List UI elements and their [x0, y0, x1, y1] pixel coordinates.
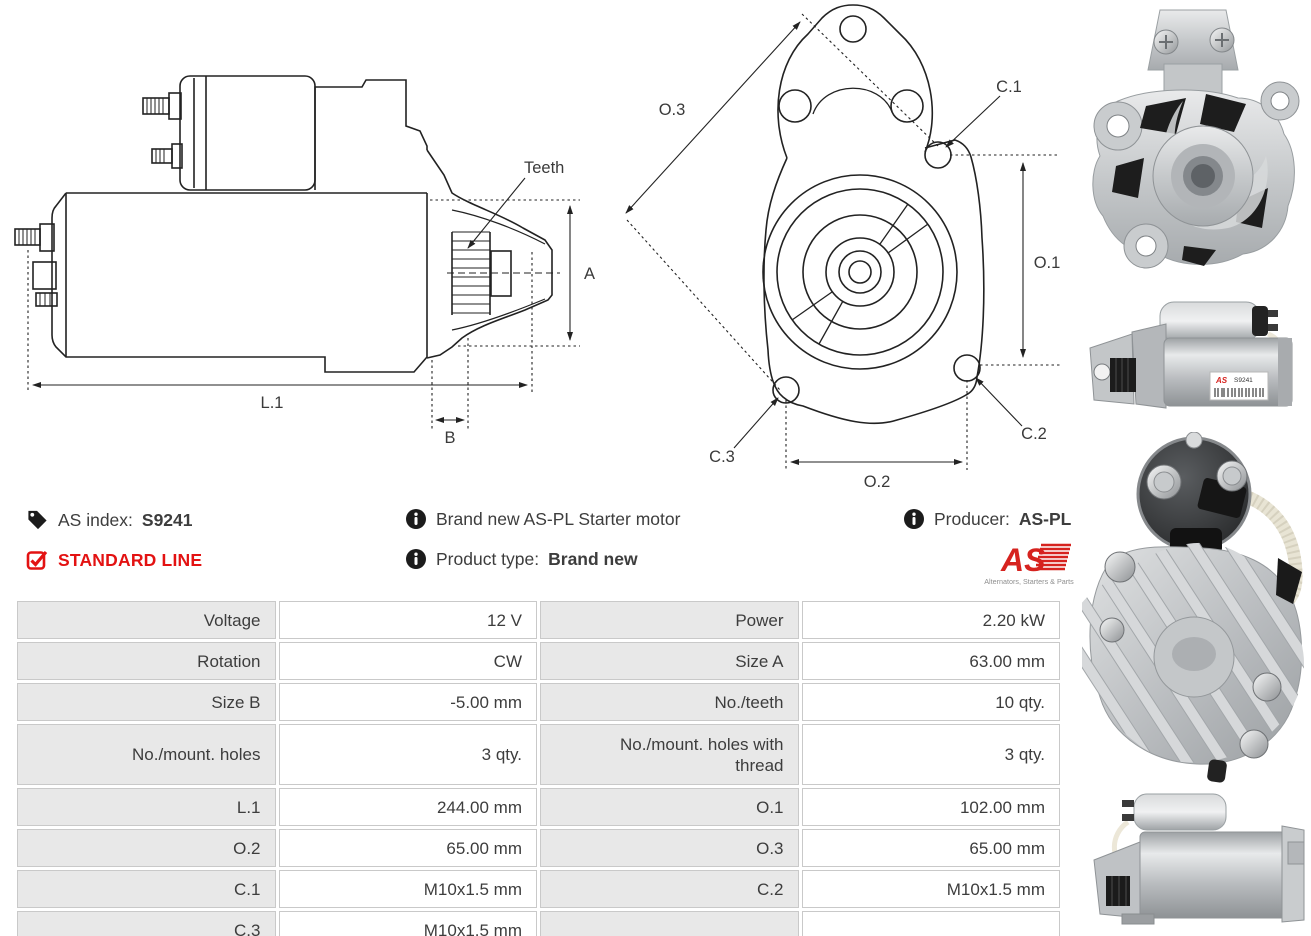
spec-value: 65.00 mm — [279, 829, 538, 867]
label-barcode — [1215, 388, 1263, 397]
photo-front-view — [1088, 6, 1300, 296]
as-index-value: S9241 — [141, 509, 193, 530]
as-logo — [983, 540, 1075, 588]
standard-line-row — [25, 548, 202, 572]
spec-label: O.1 — [540, 788, 799, 826]
spec-label-empty — [540, 911, 799, 936]
label-part-number: S9241 — [1234, 377, 1253, 384]
spec-label: C.1 — [17, 870, 276, 908]
dim-label-teeth: Teeth — [524, 159, 565, 177]
spec-label: Voltage — [17, 601, 276, 639]
dim-label-o1: O.1 — [1033, 254, 1061, 272]
spec-label: C.2 — [540, 870, 799, 908]
photo-side-view-2 — [1082, 790, 1310, 932]
as-index-row — [25, 508, 193, 532]
label-as-logo-text: AS — [1216, 376, 1228, 385]
as-index-label: AS index: — [58, 509, 133, 530]
spec-label: O.3 — [540, 829, 799, 867]
spec-value: 102.00 mm — [802, 788, 1061, 826]
side-dimension-lines — [28, 178, 580, 430]
brand-new-row — [405, 508, 680, 530]
product-type-label: Product type: — [436, 548, 540, 569]
spec-table — [14, 598, 1063, 936]
spec-label: No./teeth — [540, 683, 799, 721]
spec-row-sizeb-teeth — [17, 683, 1060, 721]
dim-label-a: A — [584, 265, 596, 283]
spec-row-voltage-power — [17, 601, 1060, 639]
spec-row-c3-empty — [17, 911, 1060, 936]
spec-label: L.1 — [17, 788, 276, 826]
tag-icon — [25, 508, 49, 532]
dim-label-c2: C.2 — [1021, 425, 1047, 443]
spec-value: M10x1.5 mm — [279, 911, 538, 936]
starter-side-outline — [15, 76, 560, 372]
spec-label: Size A — [540, 642, 799, 680]
spec-value: CW — [279, 642, 538, 680]
photo-rear-view — [1082, 432, 1310, 784]
dim-label-l1: L.1 — [260, 394, 284, 412]
as-logo-tagline: Alternators, Starters & Parts — [984, 577, 1074, 586]
front-view-diagram — [610, 0, 1075, 495]
spec-value: 244.00 mm — [279, 788, 538, 826]
producer-label: Producer: — [934, 508, 1010, 529]
producer-value: AS-PL — [1018, 508, 1072, 529]
product-type-row — [405, 548, 638, 570]
spec-value: 12 V — [279, 601, 538, 639]
dim-label-o3: O.3 — [658, 101, 686, 119]
producer-row — [903, 508, 1071, 530]
spec-value: 3 qty. — [279, 724, 538, 785]
spec-row-l1-o1 — [17, 788, 1060, 826]
spec-label: O.2 — [17, 829, 276, 867]
product-type-value: Brand new — [548, 548, 638, 569]
spec-row-rotation-sizea — [17, 642, 1060, 680]
spec-row-mount-holes — [17, 724, 1060, 785]
starter-front-outline — [763, 5, 984, 423]
spec-row-o2-o3 — [17, 829, 1060, 867]
spec-value: -5.00 mm — [279, 683, 538, 721]
standard-line-badge: STANDARD LINE — [58, 549, 203, 570]
spec-value: 10 qty. — [802, 683, 1061, 721]
spec-value: M10x1.5 mm — [802, 870, 1061, 908]
brand-new-text: Brand new AS-PL Starter motor — [436, 508, 681, 529]
spec-value: M10x1.5 mm — [279, 870, 538, 908]
spec-value: 65.00 mm — [802, 829, 1061, 867]
spec-label: Rotation — [17, 642, 276, 680]
spec-label — [540, 724, 799, 785]
info-icon — [903, 508, 925, 530]
info-icon — [405, 508, 427, 530]
info-icon — [405, 548, 427, 570]
spec-row-c1-c2 — [17, 870, 1060, 908]
spec-value: 63.00 mm — [802, 642, 1061, 680]
product-label — [1210, 372, 1268, 400]
spec-value: 2.20 kW — [802, 601, 1061, 639]
checkbox-icon — [25, 548, 49, 572]
dim-label-o2: O.2 — [863, 473, 891, 491]
spec-label: Size B — [17, 683, 276, 721]
spec-label-text: No./mount. holes with thread — [620, 734, 784, 775]
spec-label: No./mount. holes — [17, 724, 276, 785]
side-view-diagram — [0, 0, 610, 465]
spec-label: C.3 — [17, 911, 276, 936]
spec-value: 3 qty. — [802, 724, 1061, 785]
spec-label: Power — [540, 601, 799, 639]
dim-label-b: B — [444, 429, 456, 447]
as-logo-text: AS — [1001, 542, 1046, 578]
photo-side-view-1 — [1082, 296, 1308, 428]
dim-label-c1: C.1 — [996, 78, 1022, 96]
dim-label-c3: C.3 — [709, 448, 735, 466]
spec-value-empty — [802, 911, 1061, 936]
